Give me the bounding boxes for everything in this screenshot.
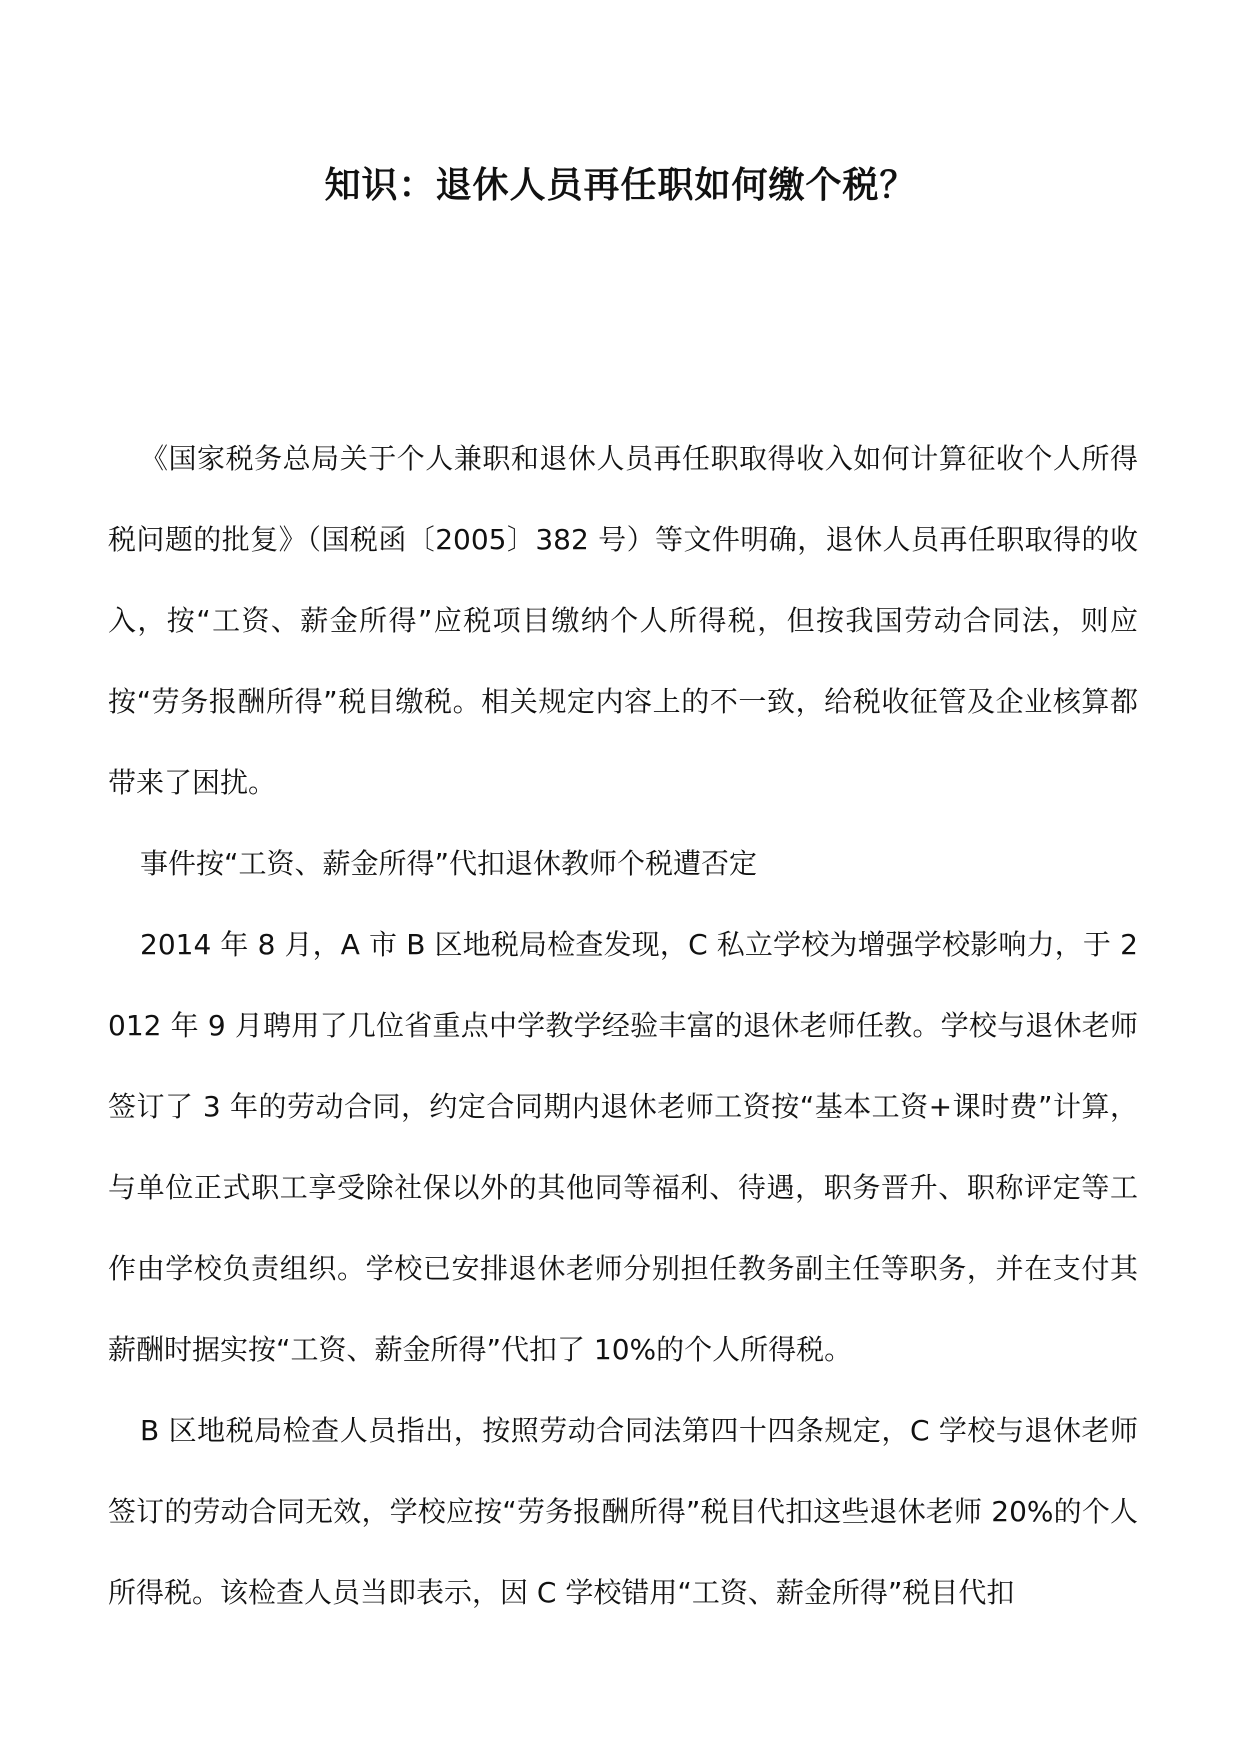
paragraph-subheading: 事件按“工资、薪金所得”代扣退休教师个税遭否定 [140,847,758,880]
paragraph-intro: 《国家税务总局关于个人兼职和退休人员再任职取得收入如何计算征收个人所得税问题的批复》（国税函〔2005〕382 号）等文件明确，退休人员再任职取得的收入，按“工资、薪金所得”应税项目缴纳个人所得税，但按我国劳动合同法，则应按“劳务报酬所得”税目缴税。相关规定内容上的不一致，给税收征管及企业核算都带来了困扰。 [108,442,1138,799]
document-title: 知识：退休人员再任职如何缴个税？ [324,164,917,206]
document-body [108,418,1138,1633]
paragraph-case: 2014 年 8 月，A 市 B 区地税局检查发现，C 私立学校为增强学校影响力，于 2012 年 9 月聘用了几位省重点中学教学经验丰富的退休老师任教。学校与退休老师签订了 3 年的劳动合同，约定合同期内退休老师工资按“基本工资+课时费”计算，与单位正式职工享受除社保以外的其他同等福利、待遇，职务晋升、职称评定等工作由学校负责组织。学校已安排退休老师分别担任教务副主任等职务，并在支付其薪酬时据实按“工资、薪金所得”代扣了 10%的个人所得税。 [108,928,1138,1366]
paragraph-inspection: B 区地税局检查人员指出，按照劳动合同法第四十四条规定，C 学校与退休老师签订的劳动合同无效，学校应按“劳务报酬所得”税目代扣这些退休老师 20%的个人所得税。该检查人员当即表示，因 C 学校错用“工资、薪金所得”税目代扣 [108,1414,1138,1609]
